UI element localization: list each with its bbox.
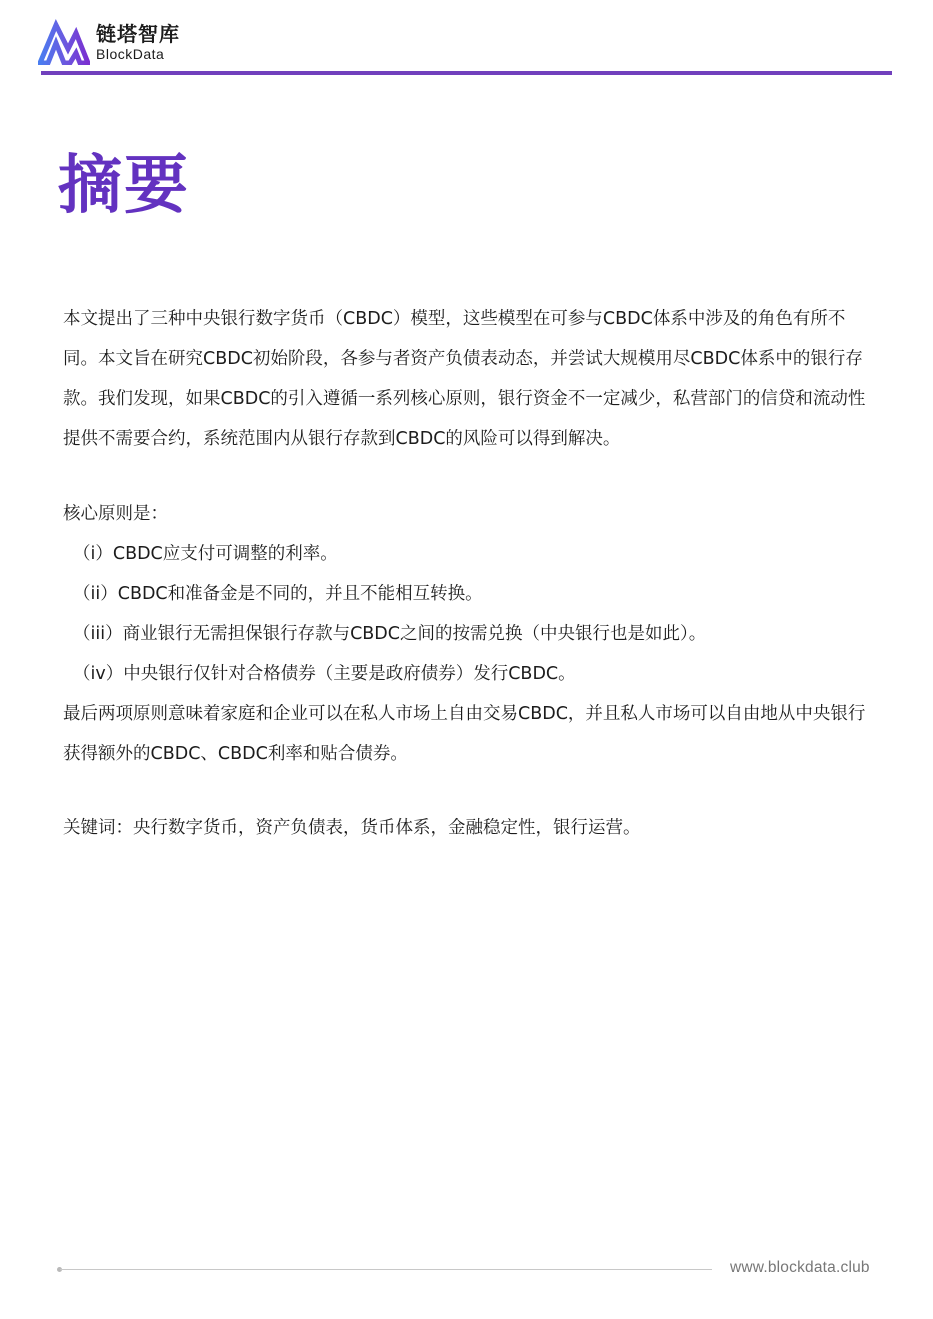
brand-name-cn: 链塔智库 xyxy=(96,21,180,46)
principle-item: （iii）商业银行无需担保银行存款与CBDC之间的按需兑换（中央银行也是如此）。 xyxy=(73,624,707,644)
header-divider xyxy=(41,71,892,75)
keywords-text: 关键词：央行数字货币，资产负债表，货币体系，金融稳定性，银行运营。 xyxy=(63,818,641,838)
abstract-paragraph: 本文提出了三种中央银行数字货币（CBDC）模型，这些模型在可参与CBDC体系中涉及的角色有所不同。本文旨在研究CBDC初始阶段，各参与者资产负债表动态，并尝试大规模用尽CBDC体系中的银行存款。我们发现，如果CBDC的引入遵循一系列核心原则，银行资金不一定减少，私营部门的信贷和流动性提供不需要合约，系统范围内从银行存款到CBDC的风险可以得到解决。 xyxy=(63,309,866,449)
footer-divider xyxy=(60,1269,712,1270)
principles-conclusion: 最后两项原则意味着家庭和企业可以在私人市场上自由交易CBDC，并且私人市场可以自由地从中央银行获得额外的CBDC、CBDC利率和贴合债券。 xyxy=(63,704,866,764)
brand xyxy=(96,21,180,62)
abstract-section xyxy=(63,299,873,459)
principle-item: （iv）中央银行仅针对合格债券（主要是政府债券）发行CBDC。 xyxy=(73,664,576,684)
blockdata-logo-icon xyxy=(38,19,90,65)
principle-item: （ii）CBDC和准备金是不同的，并且不能相互转换。 xyxy=(73,584,483,604)
principles-intro: 核心原则是： xyxy=(63,504,168,524)
header xyxy=(38,18,180,66)
page-title: 摘要 xyxy=(58,149,190,223)
keywords-section xyxy=(63,808,873,848)
brand-name-en: BlockData xyxy=(96,45,165,62)
principles-section xyxy=(63,494,873,774)
principle-item: （i）CBDC应支付可调整的利率。 xyxy=(73,544,338,564)
footer-website-link[interactable]: www.blockdata.club xyxy=(730,1259,870,1276)
